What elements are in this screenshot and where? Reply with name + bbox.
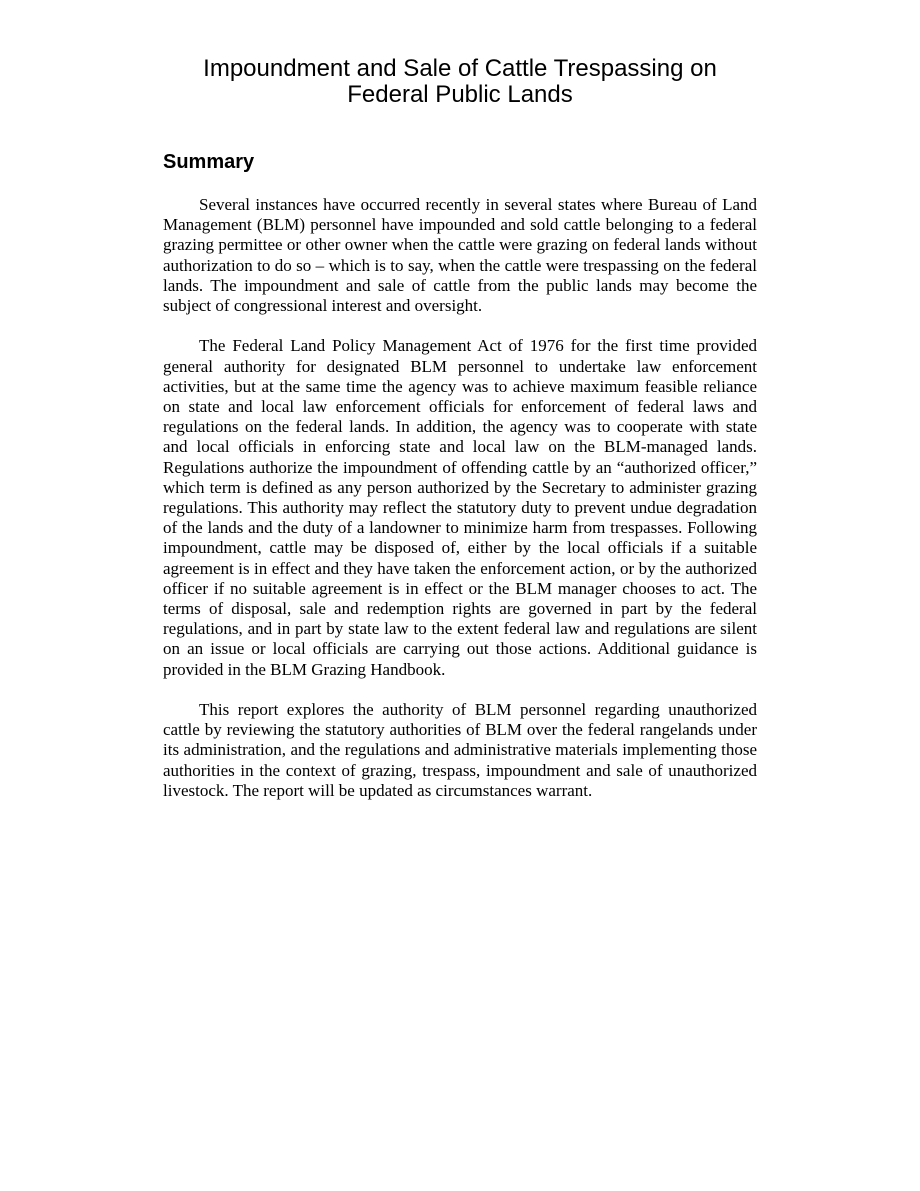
summary-paragraph-2: The Federal Land Policy Management Act of 1976 for the first time provided general authority for designated BLM personnel to undertake law enforcement activities, but at the same time the agency was to achieve maximum feasible reliance on state and local law enforcement officials for enforcement of federal laws and regulations on the federal lands. In addition, the agency was to cooperate with state and local officials in enforcing state and local law on the BLM-managed lands. Regulations authorize the impoundment of offending cattle by an “authorized officer,” which term is defined as any person authorized by the Secretary to administer grazing regulations. This authority may reflect the statutory duty to prevent undue degradation of the lands and the duty of a landowner to minimize harm from trespasses. Following impoundment, cattle may be disposed of, either by the local officials if a suitable agreement is in effect and they have taken the enforcement action, or by the authorized officer if no suitable agreement is in effect or the BLM manager chooses to act. The terms of disposal, sale and redemption rights are governed in part by the federal regulations, and in part by state law to the extent federal law and regulations are silent on an issue or local officials are carrying out those actions. Additional guidance is provided in the BLM Grazing Handbook. <box>163 336 757 679</box>
summary-heading: Summary <box>163 151 255 173</box>
summary-paragraph-3: This report explores the authority of BLM personnel regarding unauthorized cattle by reviewing the statutory authorities of BLM over the federal rangelands under its administration, and the regulations and administrative materials implementing those authorities in the context of grazing, trespass, impoundment and sale of unauthorized livestock. The report will be updated as circumstances warrant. <box>163 700 757 800</box>
summary-body <box>163 195 757 821</box>
document-title <box>163 56 757 108</box>
document-title-line-2: Federal Public Lands <box>347 81 573 108</box>
document-title-line-1: Impoundment and Sale of Cattle Trespassing on <box>203 55 717 82</box>
summary-paragraph-1: Several instances have occurred recently in several states where Bureau of Land Management (BLM) personnel have impounded and sold cattle belonging to a federal grazing permittee or other owner when the cattle were grazing on federal lands without authorization to do so – which is to say, when the cattle were trespassing on the federal lands. The impoundment and sale of cattle from the public lands may become the subject of congressional interest and oversight. <box>163 195 757 316</box>
